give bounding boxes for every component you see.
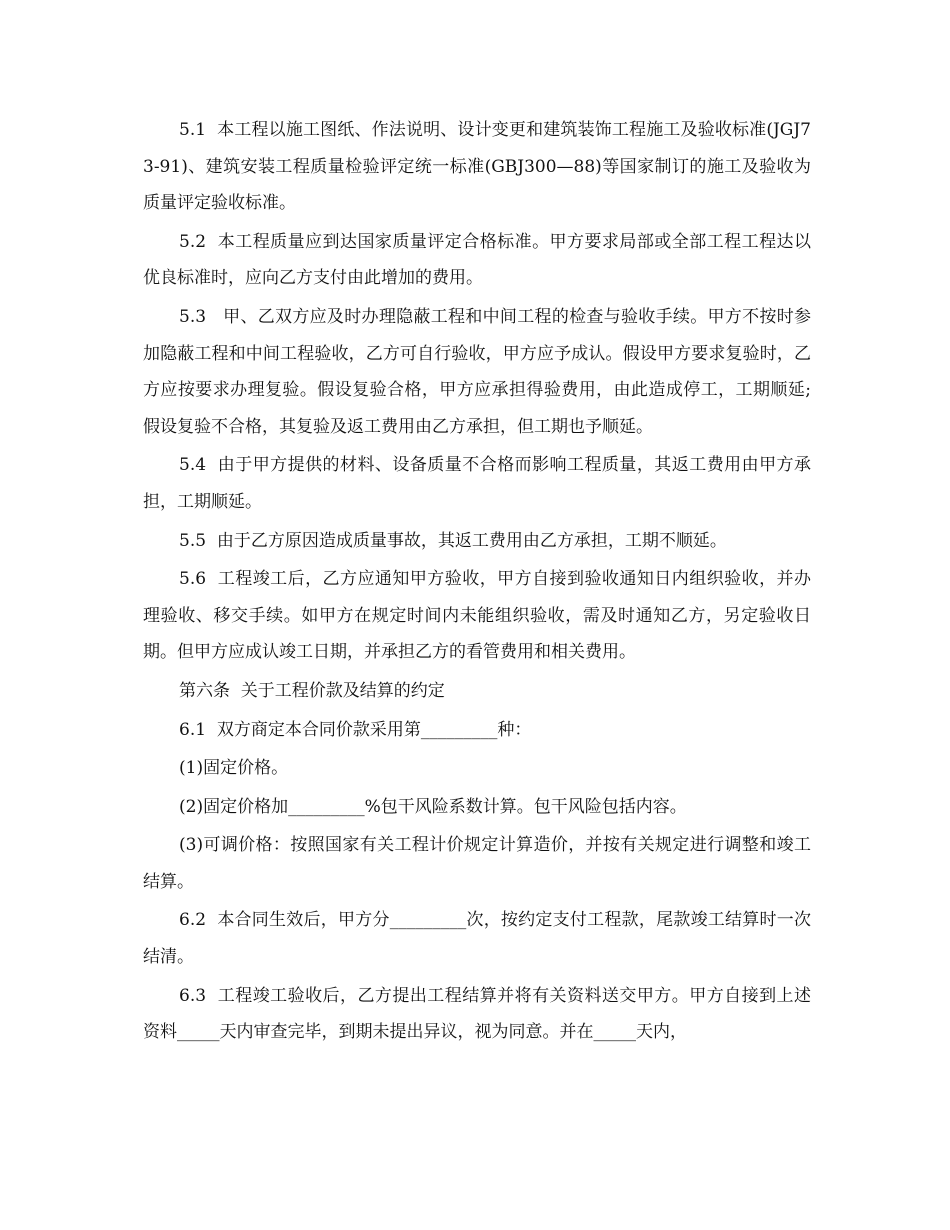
article-6-heading: 第六条 关于工程价款及结算的约定: [179, 680, 445, 701]
clause-6-1: 6.1 双方商定本合同价款采用第_________种：: [179, 719, 532, 740]
clause-6-1-option-3: (3)可调价格：按照国家有关工程计价规定计算造价，并按有关规定进行调整和竣工结算。: [143, 835, 811, 892]
clause-6-1-option-1: (1)固定价格。: [179, 758, 289, 779]
clause-5-5: 5.5 由于乙方原因造成质量事故，其返工费用由乙方承担，工期不顺延。: [179, 530, 727, 551]
clause-6-1-option-2: (2)固定价格加_________%包干风险系数计算。包干风险包括内容。: [179, 796, 687, 817]
clause-5-3: 5.3 甲、乙双方应及时办理隐蔽工程和中间工程的检查与验收手续。甲方不按时参加隐蔽工程和中间工程验收，乙方可自行验收，甲方应予成认。假设甲方要求复验时，乙方应按要求办理复验。假设复验合格，甲方应承担得验费用，由此造成停工，工期顺延;假设复验不合格，其复验及返工费用由乙方承担，但工期也予顺延。: [143, 306, 811, 437]
clause-5-1: 5.1 本工程以施工图纸、作法说明、设计变更和建筑装饰工程施工及验收标准(JGJ73-91)、建筑安装工程质量检验评定统一标准(GBJ300—88)等国家制订的施工及验收为质量评定验收标准。: [143, 120, 811, 214]
clause-5-6: 5.6 工程竣工后，乙方应通知甲方验收，甲方自接到验收通知日内组织验收，并办理验收、移交手续。如甲方在规定时间内未能组织验收，需及时通知乙方，另定验收日期。但甲方应成认竣工日期，并承担乙方的看管费用和相关费用。: [143, 569, 811, 663]
clause-5-2: 5.2 本工程质量应到达国家质量评定合格标准。甲方要求局部或全部工程工程达以优良标准时，应向乙方支付由此增加的费用。: [143, 231, 811, 289]
clause-6-2: 6.2 本合同生效后，甲方分_________次，按约定支付工程款，尾款竣工结算时一次结清。: [143, 910, 811, 968]
clause-5-4: 5.4 由于甲方提供的材料、设备质量不合格而影响工程质量，其返工费用由甲方承担，工期顺延。: [143, 455, 811, 512]
clause-6-3: 6.3 工程竣工验收后，乙方提出工程结算并将有关资料送交甲方。甲方自接到上述资料_____天内审查完毕，到期未提出异议，视为同意。并在_____天内，: [143, 985, 811, 1043]
document-body: [143, 112, 811, 1053]
